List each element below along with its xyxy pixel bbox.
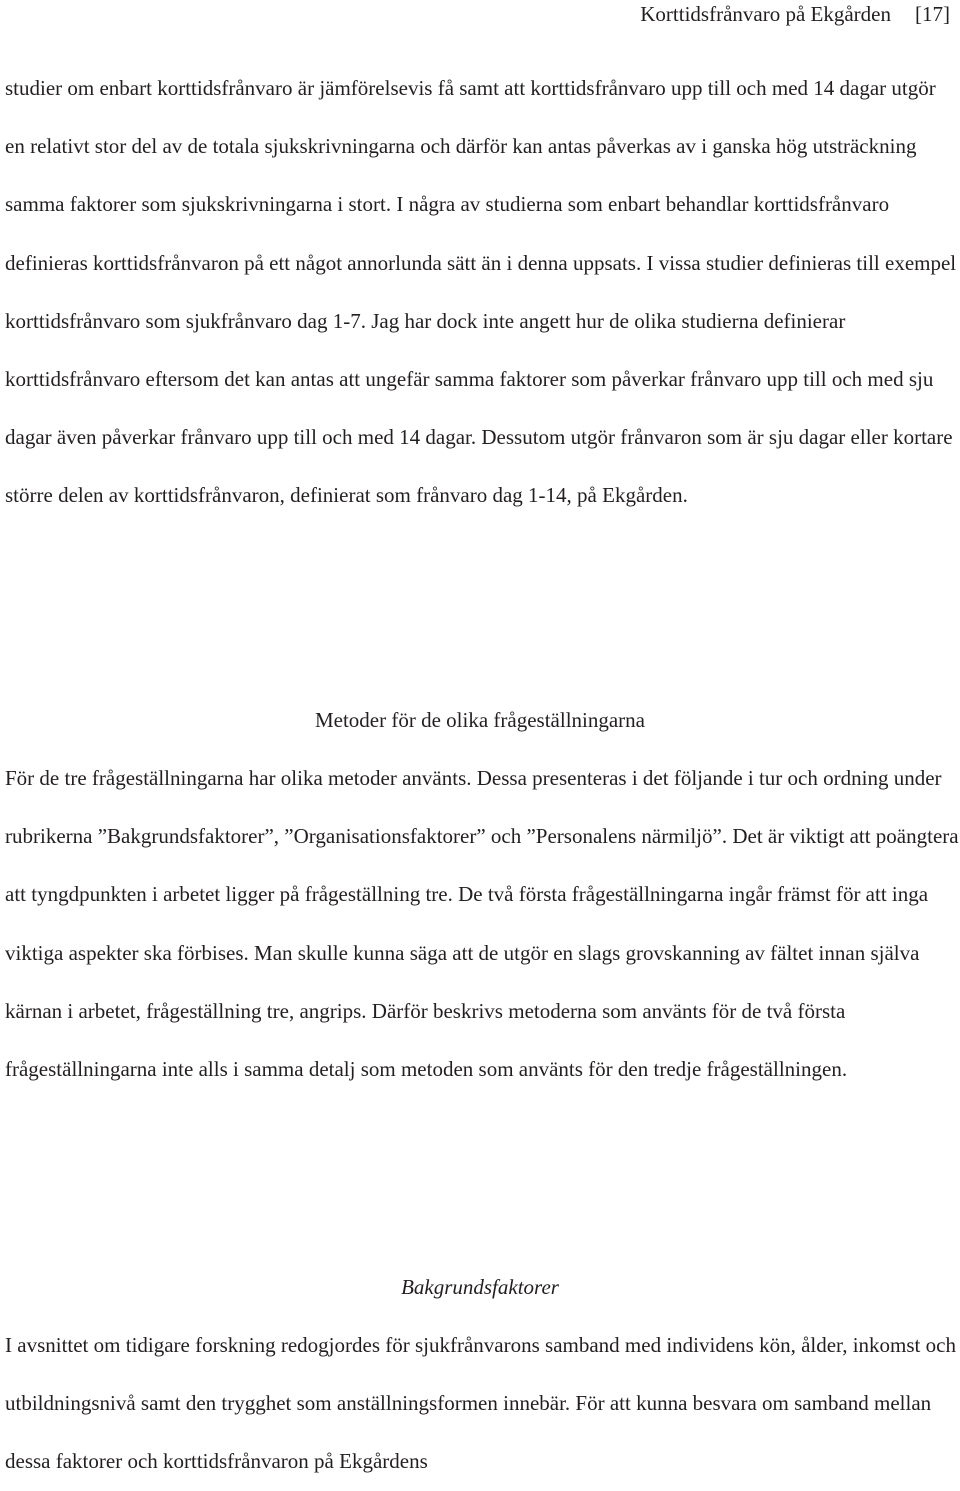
running-header bbox=[640, 0, 950, 30]
paragraph-short-term-absence-studies: studier om enbart korttidsfrånvaro är jämförelsevis få samt att korttidsfrånvaro upp till och med 14 dagar utgör en relativt stor del av de totala sjukskrivningarna och därför kan antas påverkas av i ganska hög utsträckning samma faktorer som sjukskrivningarna i stort. I några av studierna som enbart behandlar korttidsfrånvaro definieras korttidsfrånvaron på ett något annorlunda sätt än i denna uppsats. I vissa studier definieras till exempel korttidsfrånvaro som sjukfrånvaro dag 1-7. Jag har dock inte angett hur de olika studierna definierar korttidsfrånvaro eftersom det kan antas att ungefär samma faktorer som påverkar frånvaro upp till och med sju dagar även påverkar frånvaro upp till och med 14 dagar. Dessutom utgör frånvaron som är sju dagar eller kortare större delen av korttidsfrånvaron, definierat som frånvaro dag 1-14, på Ekgården. bbox=[5, 76, 957, 508]
running-title: Korttidsfrånvaro på Ekgården bbox=[640, 2, 891, 26]
paragraph-background-factors: I avsnittet om tidigare forskning redogjordes för sjukfrånvarons samband med individens kön, ålder, inkomst och utbildningsnivå samt den trygghet som anställningsformen innebär. För att kunna besvara om samband mellan dessa faktorer och korttidsfrånvaron på Ekgårdens bbox=[5, 1333, 956, 1474]
page-number: [17] bbox=[915, 2, 950, 26]
subsection-heading-background-factors: Bakgrundsfaktorer bbox=[401, 1275, 559, 1299]
section-heading-methods: Metoder för de olika frågeställningarna bbox=[314, 708, 646, 732]
paragraph-methods-overview: För de tre frågeställningarna har olika metoder använts. Dessa presenteras i det följande i tur och ordning under rubrikerna ”Bakgrundsfaktorer”, ”Organisationsfaktorer” och ”Personalens närmiljö”. Det är viktigt att poängtera att tyngdpunkten i arbetet ligger på frågeställning tre. De två första frågeställningarna ingår främst för att inga viktiga aspekter ska förbises. Man skulle kunna säga att de utgör en slags grovskanning av fältet innan själva kärnan i arbetet, frågeställning tre, angrips. Därför beskrivs metoderna som använts för de två första frågeställningarna inte alls i samma detalj som metoden som använts för den tredje frågeställningen. bbox=[5, 766, 959, 1082]
